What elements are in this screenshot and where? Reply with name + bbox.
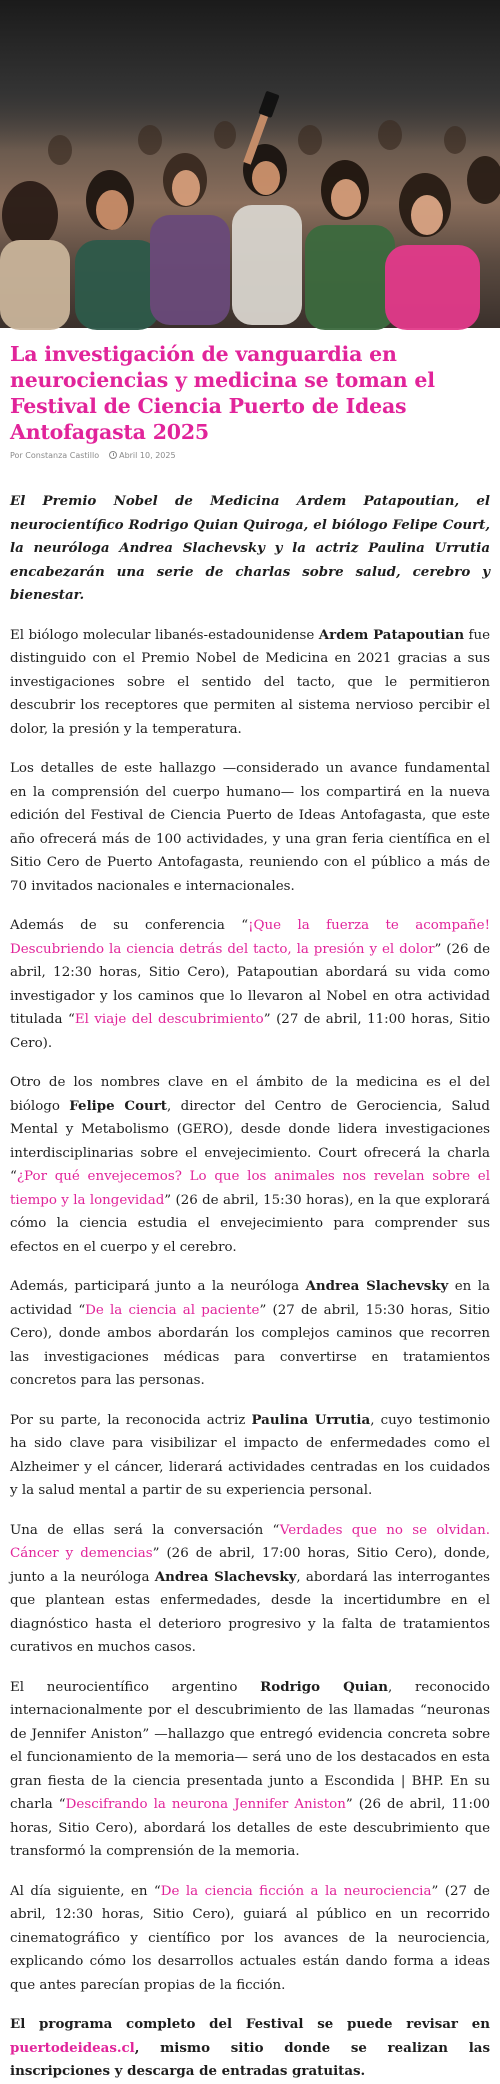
article-author[interactable]: Por Constanza Castillo — [10, 451, 100, 460]
event-link[interactable]: De la ciencia al paciente — [85, 1302, 260, 1318]
paragraph-5 — [10, 1275, 490, 1393]
clock-icon — [109, 451, 117, 459]
paragraph-6 — [10, 1409, 490, 1503]
highlight-name: Paulina Urrutia — [251, 1411, 371, 1428]
text: ” (27 de abril, 15:30 horas, Sitio Cero), donde ambos abordarán los complejos caminos que recorren las investigaciones médicas para convertirse en tratamientos concretos para las personas. — [10, 1302, 490, 1388]
hero-crowd-illustration — [0, 0, 500, 328]
text: Al día siguiente, en “ — [10, 1883, 161, 1899]
text: Una de ellas será la conversación “ — [10, 1522, 280, 1538]
text: en la actividad “ — [10, 1279, 490, 1318]
paragraph-4 — [10, 1071, 490, 1259]
article-lead: El Premio Nobel de Medicina Ardem Patapoutian, el neurocientífico Rodrigo Quian Quiroga, el biólogo Felipe Court, la neuróloga Andrea Slachevsky y la actriz Paulina Urrutia encabezarán una serie de charlas sobre salud, cerebro y bienestar. — [10, 493, 490, 603]
text: Por su parte, la reconocida actriz — [10, 1412, 252, 1428]
text: , mismo sitio donde se realizan las inscripciones y descarga de entradas gratuitas. — [10, 2039, 490, 2079]
highlight-name: Felipe Court — [69, 1097, 167, 1114]
website-link[interactable]: puertodeideas.cl — [10, 2039, 135, 2056]
highlight-name: Rodrigo Quian — [260, 1678, 389, 1695]
highlight-name: Andrea Slachevsky — [305, 1278, 449, 1294]
text: Además, participará junto a la neuróloga — [10, 1279, 306, 1294]
text: ” (27 de abril, 12:30 horas, Sitio Cero), guiará al público en un recorrido cinematográfico y científico por los avances de la neurociencia, explicando cómo los desarrollos actuales están dando forma a ideas que antes parecían propias de la ficción. — [10, 1883, 490, 1993]
event-link[interactable]: Verdades que no se olvidan. Cáncer y demencias — [10, 1522, 490, 1561]
text: , abordará las interrogantes que plantean estas enfermedades, desde la incertidumbre en el diagnóstico hasta el deterioro progresivo y la falta de tratamientos curativos en muchos casos. — [10, 1569, 491, 1655]
paragraph-2: Los detalles de este hallazgo —considerado un avance fundamental en la comprensión del cuerpo humano— los compartirá en la nueva edición del Festival de Ciencia Puerto de Ideas Antofagasta, que este año ofrecerá más de 100 actividades, y una gran feria científica en el Sitio Cero de Puerto Antofagasta, reuniendo con el público a más de 70 invitados nacionales e internacionales. — [10, 761, 490, 894]
text: , cuyo testimonio ha sido clave para visibilizar el impacto de enfermedades como el Alzheimer y el cáncer, liderará actividades centradas en los cuidados y la salud mental a partir de su experiencia personal. — [10, 1412, 491, 1498]
text: El neurocientífico argentino — [10, 1679, 261, 1695]
article-body — [0, 341, 500, 2084]
highlight-name: Andrea Slachevsky — [154, 1568, 297, 1585]
text: ” (26 de abril, 12:30 horas, Sitio Cero), Patapoutian abordará su vida como investigador y los caminos que lo llevaron al Nobel en otra actividad titulada “ — [10, 941, 491, 1027]
text: Además de su conferencia “ — [10, 918, 249, 933]
text: , reconocido internacionalmente por el descubrimiento de las llamadas “neuronas de Jennifer Aniston” —hallazgo que entregó evidencia concreta sobre el funcionamiento de la memoria— será uno de los destacados en esta gran fiesta de la ciencia presentada junto a Escondida | BHP. En su charla “ — [10, 1679, 490, 1812]
event-link[interactable]: ¡Que la fuerza te acompañe! Descubriendo la ciencia detrás del tacto, la presión y el dolor — [10, 918, 490, 957]
event-link[interactable]: El viaje del descubrimiento — [74, 1012, 264, 1027]
paragraph-3 — [10, 914, 490, 1055]
paragraph-10 — [10, 2013, 490, 2084]
event-link[interactable]: ¿Por qué envejecemos? Lo que los animales nos revelan sobre el tiempo y la longevidad — [10, 1169, 490, 1208]
text: ” (26 de abril, 11:00 horas, Sitio Cero), abordará los detalles de este descubrimiento que transformó la comprensión de la memoria. — [10, 1797, 490, 1859]
paragraph-8 — [10, 1676, 490, 1864]
highlight-name: Ardem Patapoutian — [318, 626, 465, 643]
paragraph-1 — [10, 624, 490, 742]
text: El programa completo del Festival se puede revisar en — [10, 2016, 490, 2032]
hero-image — [0, 0, 500, 328]
text: ” (26 de abril, 17:00 horas, Sitio Cero), donde, junto a la neuróloga — [10, 1546, 491, 1585]
text: ” (26 de abril, 15:30 horas), en la que explorará cómo la ciencia estudia el envejecimiento para comprender sus efectos en el cuerpo y el cerebro. — [10, 1192, 490, 1255]
article-title: La investigación de vanguardia en neurociencias y medicina se toman el Festival de Ciencia Puerto de Ideas Antofagasta 2025 — [10, 342, 435, 444]
article-meta — [10, 451, 490, 460]
text: ” (27 de abril, 11:00 horas, Sitio Cero). — [10, 1012, 491, 1051]
article-date — [109, 451, 175, 460]
text: , director del Centro de Gerociencia, Salud Mental y Metabolismo (GERO), desde donde lidera investigaciones interdisciplinarias sobre el envejecimiento. Court ofrecerá la charla “ — [10, 1098, 491, 1184]
text: Otro de los nombres clave en el ámbito de la medicina es el del biólogo — [10, 1075, 490, 1114]
event-link[interactable]: Descifrando la neurona Jennifer Aniston — [65, 1797, 346, 1812]
paragraph-7 — [10, 1519, 490, 1660]
paragraph-9 — [10, 1880, 490, 1998]
text: El biólogo molecular libanés-estadounidense — [10, 627, 319, 643]
text: fue distinguido con el Premio Nobel de Medicina en 2021 gracias a sus investigaciones sobre el sentido del tacto, que le permitieron descubrir los receptores que permiten al sistema nervioso percibir el dolor, la presión y la temperatura. — [10, 627, 491, 737]
event-link[interactable]: De la ciencia ficción a la neurociencia — [160, 1883, 432, 1899]
date-text: Abril 10, 2025 — [119, 451, 176, 460]
